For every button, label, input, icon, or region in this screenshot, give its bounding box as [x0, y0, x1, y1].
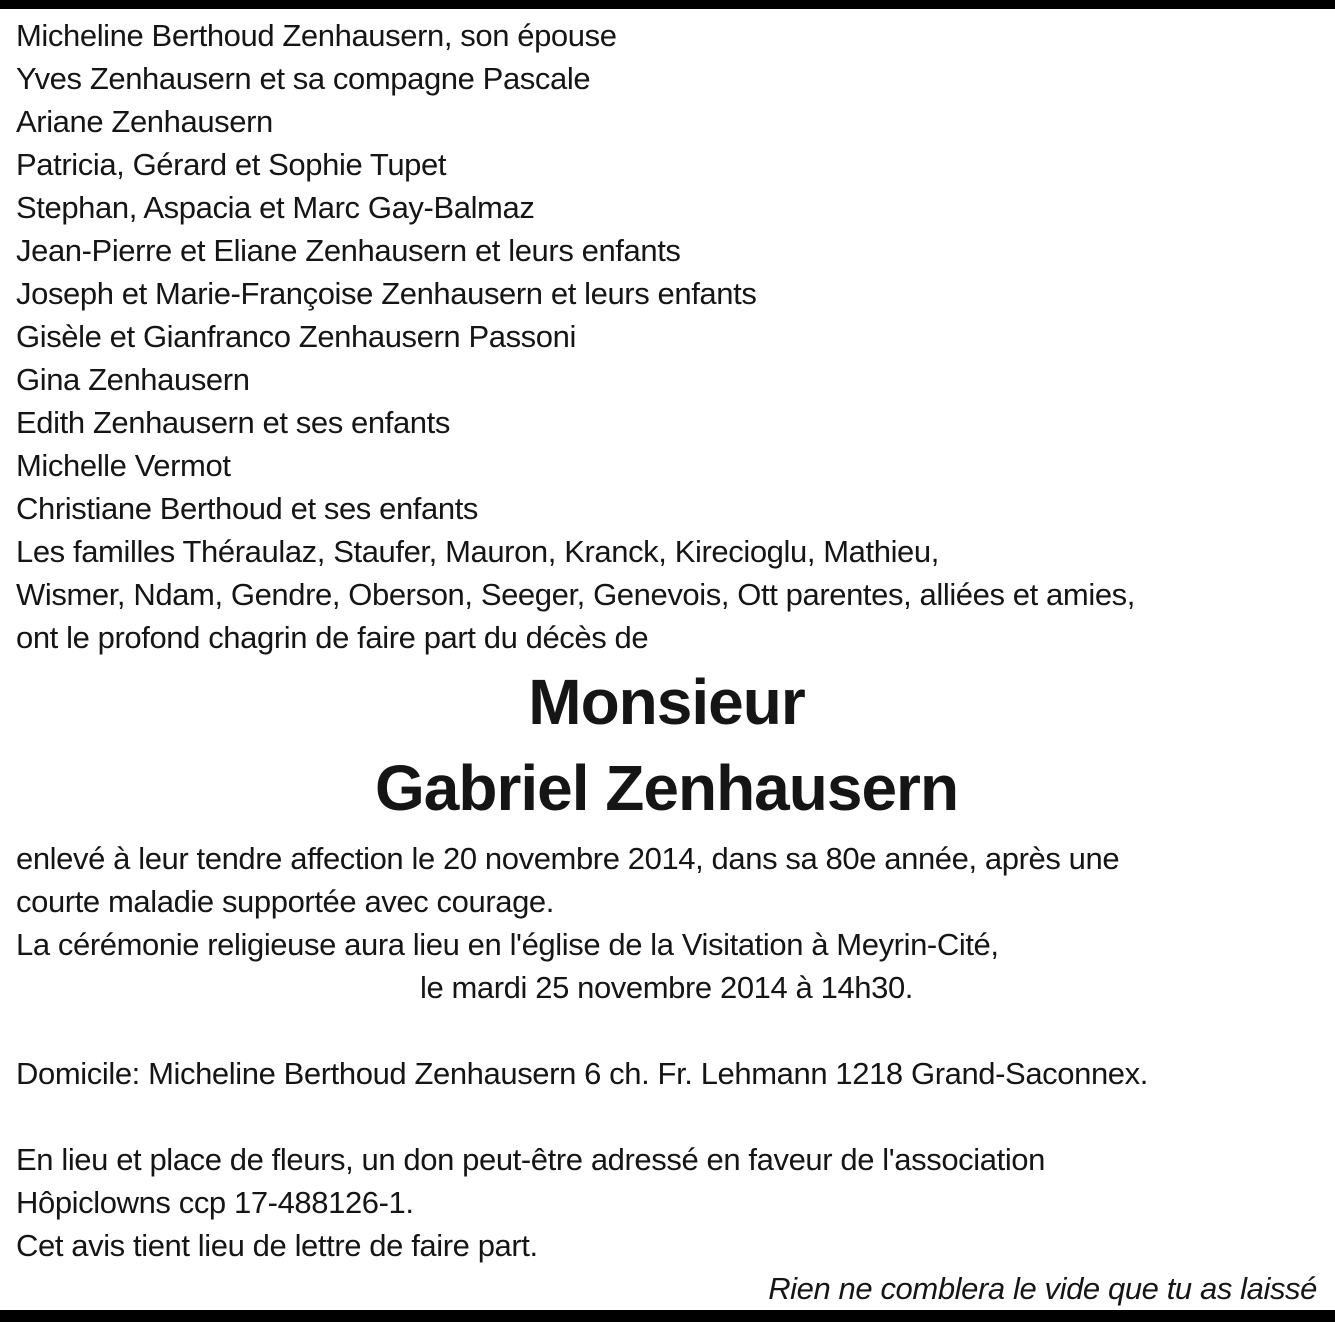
family-line: Edith Zenhausern et ses enfants [16, 405, 450, 440]
domicile-line: Domicile: Micheline Berthoud Zenhausern 6 ch. Fr. Lehmann 1218 Grand-Saconnex. [16, 1056, 1148, 1091]
family-line: Michelle Vermot [16, 448, 231, 483]
family-line: Christiane Berthoud et ses enfants [16, 491, 479, 526]
farewell-quote: Rien ne comblera le vide que tu as laissé [768, 1271, 1317, 1306]
family-line: Stephan, Aspacia et Marc Gay-Balmaz [16, 190, 535, 225]
family-line: Joseph et Marie-Françoise Zenhausern et leurs enfants [16, 276, 757, 311]
family-line: Micheline Berthoud Zenhausern, son épouse [16, 18, 617, 53]
spacer [16, 1095, 1317, 1138]
family-line: Les familles Théraulaz, Staufer, Mauron, Kranck, Kirecioglu, Mathieu, [16, 534, 939, 569]
closing-line: Cet avis tient lieu de lettre de faire part. [16, 1228, 538, 1263]
death-detail-line: enlevé à leur tendre affection le 20 novembre 2014, dans sa 80e année, après une [16, 841, 1120, 876]
family-line: Wismer, Ndam, Gendre, Oberson, Seeger, Genevois, Ott parentes, alliées et amies, [16, 577, 1135, 612]
ceremony-date-line: le mardi 25 novembre 2014 à 14h30. [419, 970, 914, 1005]
death-detail-line: courte maladie supportée avec courage. [16, 884, 554, 919]
spacer [16, 1009, 1317, 1052]
announcement-intro-line: ont le profond chagrin de faire part du décès de [16, 620, 649, 655]
top-border-bar [0, 0, 1335, 9]
family-line: Jean-Pierre et Eliane Zenhausern et leurs enfants [16, 233, 681, 268]
title-monsieur: Monsieur [528, 666, 805, 738]
family-line: Gisèle et Gianfranco Zenhausern Passoni [16, 319, 576, 354]
deceased-name: Gabriel Zenhausern [374, 752, 959, 824]
ceremony-place-line: La cérémonie religieuse aura lieu en l'église de la Visitation à Meyrin-Cité, [16, 927, 999, 962]
family-line: Patricia, Gérard et Sophie Tupet [16, 147, 447, 182]
family-line: Yves Zenhausern et sa compagne Pascale [16, 61, 591, 96]
donation-line: En lieu et place de fleurs, un don peut-être adressé en faveur de l'association [16, 1142, 1045, 1177]
bottom-border-bar [0, 1310, 1335, 1322]
donation-ccp-line: Hôpiclowns ccp 17-488126-1. [16, 1185, 414, 1220]
family-line: Ariane Zenhausern [16, 104, 273, 139]
family-line: Gina Zenhausern [16, 362, 250, 397]
